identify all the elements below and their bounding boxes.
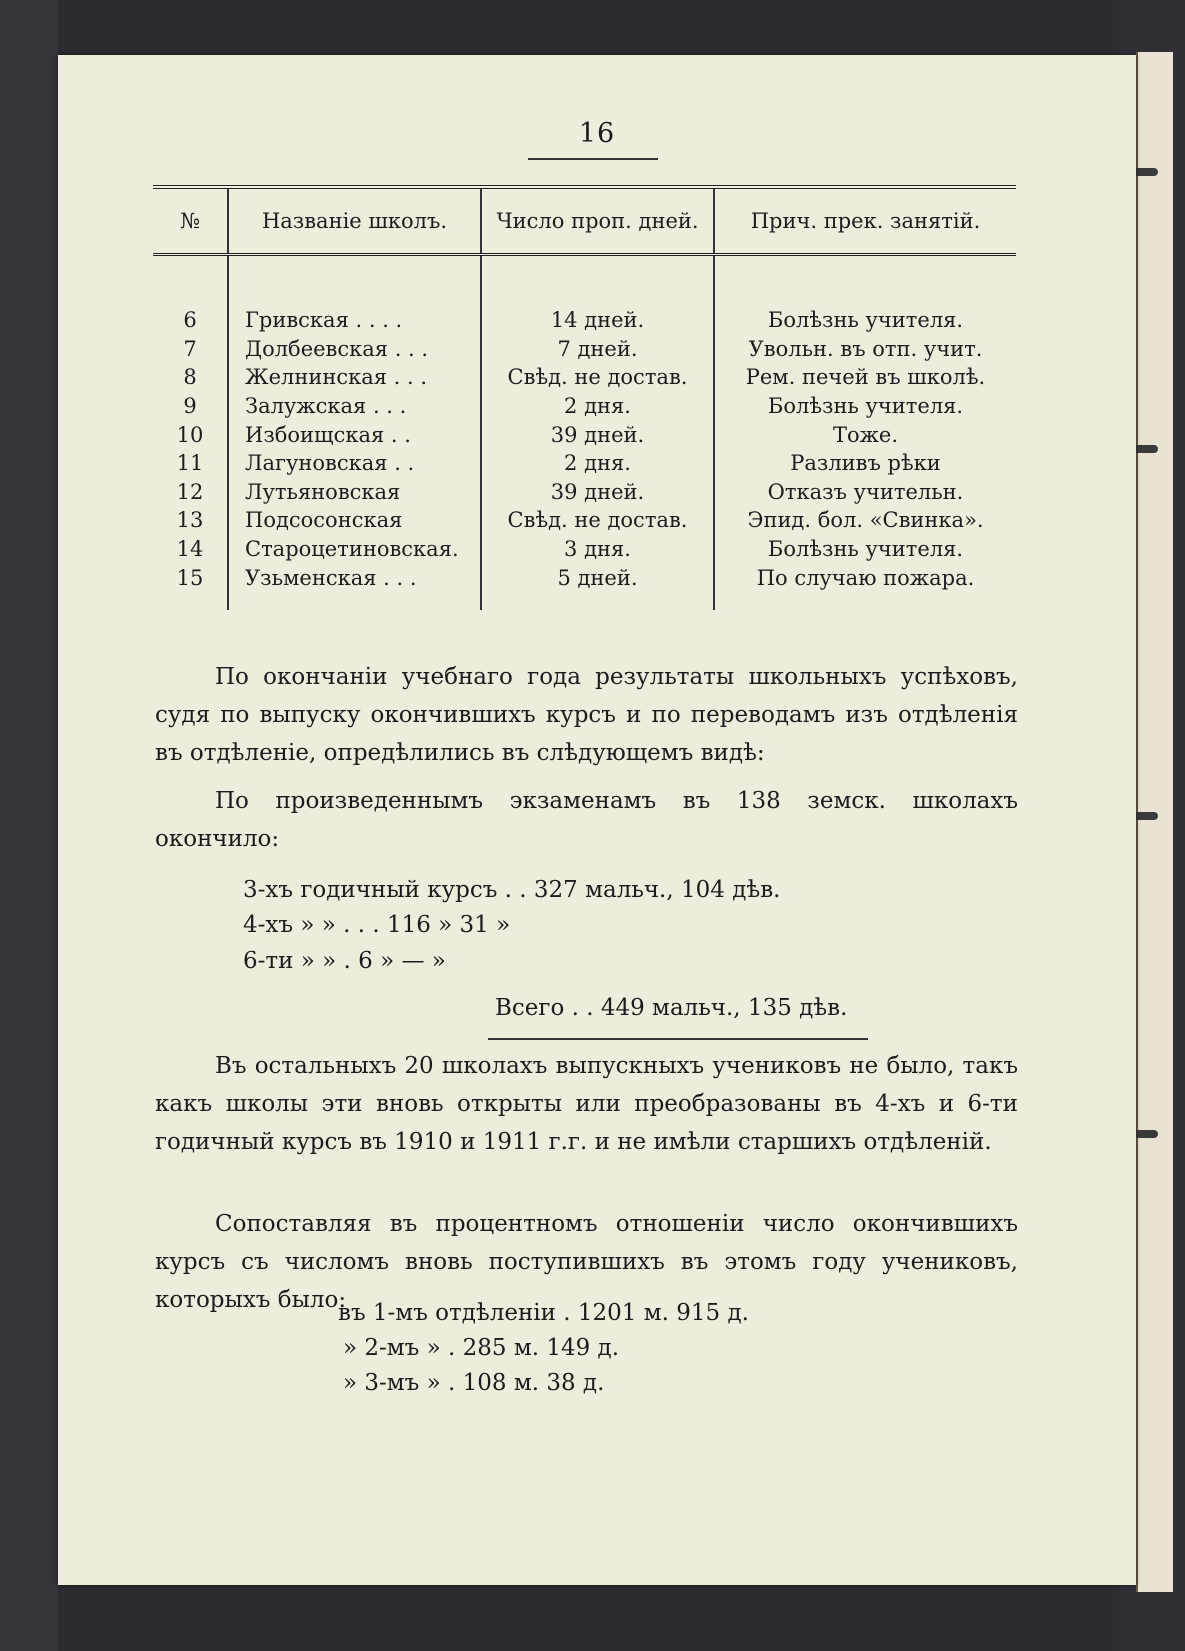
- row-number: 8: [153, 363, 228, 392]
- row-school: Узьменская . . .: [228, 563, 481, 592]
- paragraph-results: По окончаніи учебнаго года результаты школьныхъ успѣховъ, судя по выпуску окончившихъ курсъ и по переводамъ изъ отдѣленія въ отдѣленіе, опредѣлились въ слѣдующемъ видѣ:: [155, 664, 1018, 766]
- row-days: 5 дней.: [481, 563, 714, 592]
- table-row: [153, 478, 1016, 507]
- row-number: 11: [153, 449, 228, 478]
- row-school: Лагуновская . .: [228, 449, 481, 478]
- graduates-row-6yr: 6-ти » » . 6 » — »: [243, 948, 446, 974]
- row-number: 7: [153, 335, 228, 364]
- row-number: 10: [153, 420, 228, 449]
- row-number: 12: [153, 478, 228, 507]
- row-days: 39 дней.: [481, 478, 714, 507]
- row-number: 13: [153, 506, 228, 535]
- row-reason: Увольн. въ отп. учит.: [748, 336, 983, 361]
- table-row: [153, 506, 1016, 535]
- schools-table: [153, 185, 1016, 610]
- table-row: [153, 335, 1016, 364]
- graduates-total: Всего . . 449 мальч., 135 дѣв.: [495, 995, 848, 1021]
- row-days: 7 дней.: [481, 335, 714, 364]
- row-days: 14 дней.: [481, 306, 714, 335]
- row-school: Долбеевская . . .: [228, 335, 481, 364]
- row-reason: Болѣзнь учителя.: [767, 537, 964, 562]
- row-days: 39 дней.: [481, 420, 714, 449]
- sum-rule: [488, 1038, 868, 1040]
- table-row: [153, 392, 1016, 421]
- table-row: [153, 563, 1016, 592]
- page-number: 16: [578, 118, 616, 149]
- header-school: Названіе школъ.: [228, 189, 481, 255]
- row-number: 9: [153, 392, 228, 421]
- admitted-row-1: въ 1-мъ отдѣленіи . 1201 м. 915 д.: [338, 1300, 749, 1326]
- row-school: Гривская . . . .: [228, 306, 481, 335]
- row-reason: Болѣзнь учителя.: [767, 308, 964, 333]
- paragraph-other-schools: Въ остальныхъ 20 школахъ выпускныхъ учениковъ не было, такъ какъ школы эти вновь открыты или преобразованы въ 4-хъ и 6-ти годичный курсъ въ 1910 и 1911 г.г. и не имѣли старшихъ отдѣленій.: [155, 1053, 1018, 1155]
- row-days: Свѣд. не достав.: [481, 506, 714, 535]
- header-reason: Прич. прек. занятій.: [714, 189, 1016, 255]
- table-row: [153, 449, 1016, 478]
- scan-background-left: [0, 0, 58, 1651]
- row-school: Залужская . . .: [228, 392, 481, 421]
- row-days: 2 дня.: [481, 449, 714, 478]
- paragraph-comparison: Сопоставляя въ процентномъ отношеніи число окончившихъ курсъ съ числомъ вновь поступившихъ въ этомъ году учениковъ, которыхъ было:: [155, 1211, 1018, 1313]
- adjacent-page-edge: [1136, 52, 1173, 1592]
- row-school: Подсосонская: [228, 506, 481, 535]
- page-number-rule: [528, 158, 658, 160]
- row-reason: Эпид. бол. «Свинка».: [747, 508, 984, 533]
- table-row: [153, 420, 1016, 449]
- row-reason: Разливъ рѣки: [790, 451, 941, 476]
- admitted-row-2: » 2-мъ » . 285 м. 149 д.: [343, 1335, 620, 1361]
- table-row: [153, 363, 1016, 392]
- table-header-row: [153, 189, 1016, 255]
- table-row: [153, 306, 1016, 335]
- row-reason: Отказъ учительн.: [767, 479, 964, 504]
- book-page: [58, 55, 1136, 1585]
- row-reason: Рем. печей въ школѣ.: [745, 365, 986, 390]
- row-reason: По случаю пожара.: [756, 565, 975, 590]
- header-days: Число проп. дней.: [481, 189, 714, 255]
- admitted-row-3: » 3-мъ » . 108 м. 38 д.: [343, 1370, 605, 1396]
- graduates-row-4yr: 4-хъ » » . . . 116 » 31 »: [243, 912, 511, 938]
- row-days: 2 дня.: [481, 392, 714, 421]
- row-school: Избоищская . .: [228, 420, 481, 449]
- table-row: [153, 535, 1016, 564]
- row-school: Желнинская . . .: [228, 363, 481, 392]
- row-days: 3 дня.: [481, 535, 714, 564]
- paragraph-exams: По произведеннымъ экзаменамъ въ 138 земск. школахъ окончило:: [155, 788, 1018, 852]
- row-reason: Болѣзнь учителя.: [767, 394, 964, 419]
- header-number: №: [153, 189, 228, 255]
- row-number: 14: [153, 535, 228, 564]
- row-school: Староцетиновская.: [228, 535, 481, 564]
- row-school: Лутьяновская: [228, 478, 481, 507]
- row-number: 15: [153, 563, 228, 592]
- graduates-row-3yr: 3-хъ годичный курсъ . . 327 мальч., 104 дѣв.: [243, 877, 781, 903]
- row-days: Свѣд. не достав.: [481, 363, 714, 392]
- row-number: 6: [153, 306, 228, 335]
- row-reason: Тоже.: [832, 422, 899, 447]
